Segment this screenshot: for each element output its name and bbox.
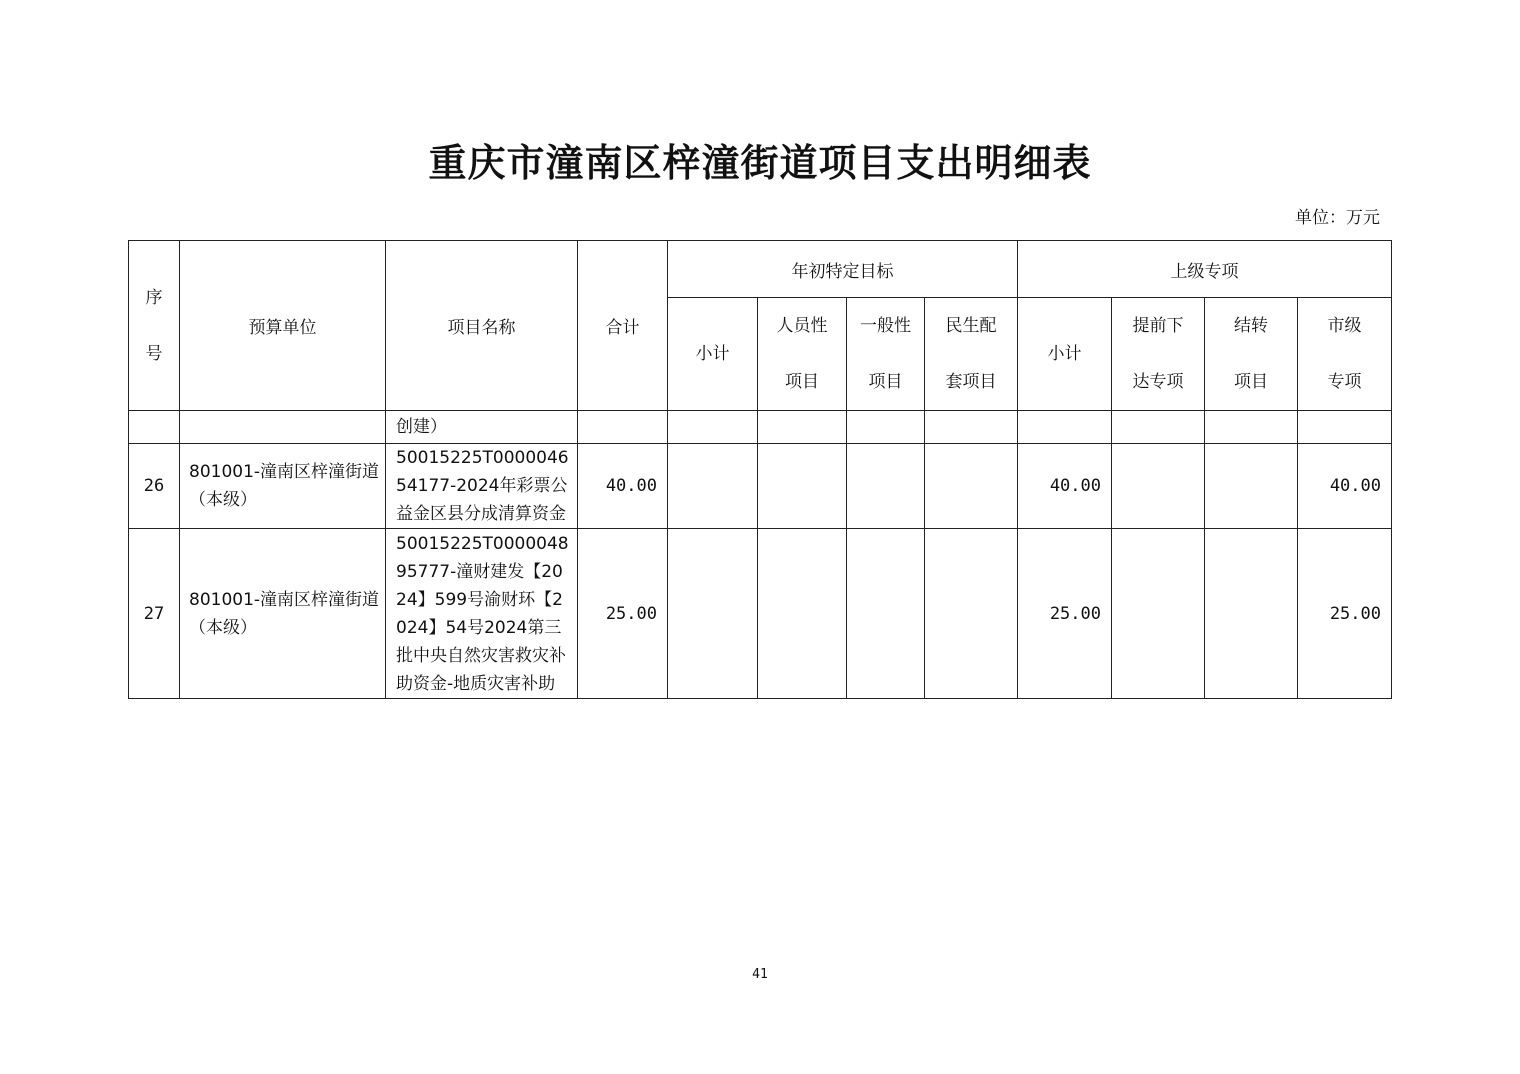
row-city-special: 40.00 <box>1298 444 1392 529</box>
header-advance-line1: 提前下 <box>1132 316 1184 336</box>
header-advance <box>1112 298 1205 411</box>
row-total: 40.00 <box>578 444 668 529</box>
unit-label: 单位：万元 <box>1295 208 1380 228</box>
header-seq-line2: 号 <box>145 343 163 364</box>
header-carryover-line1: 结转 <box>1234 316 1268 336</box>
header-group-initial: 年初特定目标 <box>668 241 1018 298</box>
header-carryover <box>1205 298 1298 411</box>
row-city-special: 25.00 <box>1298 529 1392 699</box>
header-seq-line1: 序 <box>145 287 163 308</box>
header-advance-line2: 达专项 <box>1132 372 1184 392</box>
table-row <box>129 411 1392 444</box>
row-seq: 26 <box>129 444 180 529</box>
header-city-line1: 市级 <box>1327 316 1362 336</box>
header-city-line2: 专项 <box>1327 372 1362 392</box>
table-row <box>129 529 1392 699</box>
header-livelihood <box>925 298 1018 411</box>
page-number: 41 <box>752 967 768 982</box>
header-city <box>1298 298 1392 411</box>
header-total: 合计 <box>578 241 668 411</box>
row-seq: 27 <box>129 529 180 699</box>
header-general <box>847 298 925 411</box>
header-general-line2: 项目 <box>868 372 903 392</box>
header-livelihood-line1: 民生配 <box>945 316 997 336</box>
row-total: 25.00 <box>578 529 668 699</box>
row-project-name: 50015225T000004895777-潼财建发【2024】599号渝财环【2024】54号2024第三批中央自然灾害救灾补助资金-地质灾害补助 <box>386 529 578 699</box>
row-superior-subtotal: 40.00 <box>1018 444 1112 529</box>
header-livelihood-line2: 套项目 <box>945 372 997 392</box>
header-seq <box>129 241 180 411</box>
row-budget-unit: 801001-潼南区梓潼街道（本级） <box>180 529 386 699</box>
header-budget-unit: 预算单位 <box>180 241 386 411</box>
row-superior-subtotal: 25.00 <box>1018 529 1112 699</box>
header-personnel-line1: 人员性 <box>776 316 828 336</box>
header-personnel-line2: 项目 <box>785 372 819 392</box>
row-budget-unit: 801001-潼南区梓潼街道（本级） <box>180 444 386 529</box>
project-expenditure-table <box>128 240 1392 699</box>
header-project-name: 项目名称 <box>386 241 578 411</box>
header-personnel <box>758 298 847 411</box>
continued-project-name: 创建） <box>386 411 578 444</box>
table-row <box>129 444 1392 529</box>
header-carryover-line2: 项目 <box>1234 372 1268 392</box>
row-project-name: 50015225T000004654177-2024年彩票公益金区县分成清算资金 <box>386 444 578 529</box>
header-general-line1: 一般性 <box>860 316 911 336</box>
header-superior-subtotal: 小计 <box>1018 298 1112 411</box>
document-title: 重庆市潼南区梓潼街道项目支出明细表 <box>428 140 1092 185</box>
header-initial-subtotal: 小计 <box>668 298 758 411</box>
header-group-superior: 上级专项 <box>1018 241 1392 298</box>
